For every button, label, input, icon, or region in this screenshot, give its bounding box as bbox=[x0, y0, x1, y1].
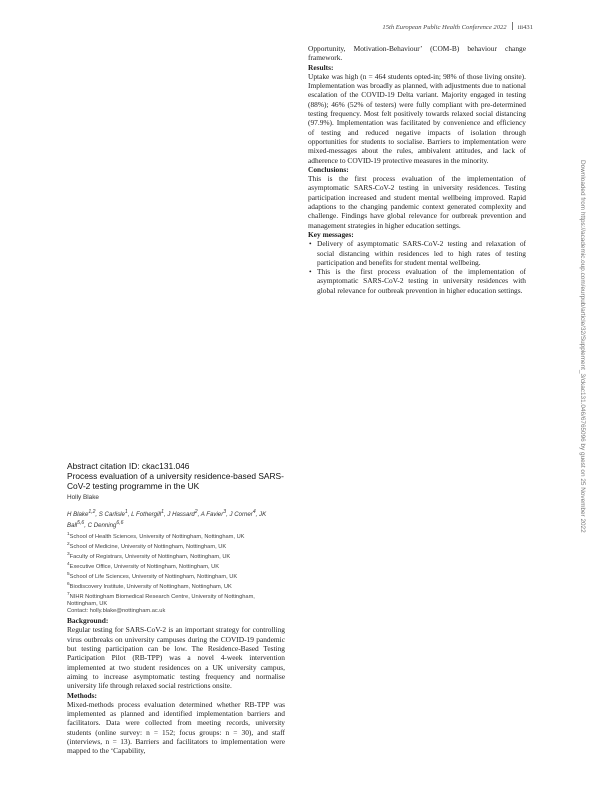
key-messages-list bbox=[308, 239, 526, 295]
conclusions-text: This is the first process evaluation of the implementation of asymptomatic SARS-CoV-2 testing in university residences. Testing participation increased and student mental wellbeing improved. Rapid adaptions to the changing pandemic context generated complexity and challenge. Findings have global relevance for outbreak prevention and management strategies in higher education settings. bbox=[308, 174, 526, 230]
lead-author: Holly Blake bbox=[67, 494, 99, 501]
author-list: H Blake$^{1,2}$, S Carlisle$^1$, L Fothergill$^1$, J Hassard$^2$, A Favier$^3$, J Corner$^4$, JK Ball$^{5,6}$, C Denning$^{6,6}$ bbox=[67, 509, 267, 530]
download-notice[interactable]: Downloaded from https://academic.oup.com/eurpub/article/32/Supplement_3/ckac131.046/6765096 by guest on 25 November 2022 bbox=[579, 160, 586, 533]
header-divider bbox=[512, 22, 513, 30]
affiliations bbox=[67, 531, 285, 608]
affiliation-item: Nottingham, UK bbox=[67, 600, 108, 607]
affiliation-item: $^1$School of Health Sciences, University of Nottingham, Nottingham, UK bbox=[67, 532, 245, 540]
contact-email[interactable]: Contact: holly.blake@nottingham.ac.uk bbox=[67, 608, 166, 615]
key-messages-heading: Key messages: bbox=[308, 229, 354, 239]
background-text: Regular testing for SARS-CoV-2 is an important strategy for controlling virus outbreaks on university campuses during the COVID-19 pandemic but testing participation can be low. The Residence-Based Testing Participation Pilot (RB-TPP) was a novel 4-week intervention implemented at two student residences on a UK university campus, aiming to increase asymptomatic testing frequency and normalise university life through relaxed social restrictions onsite. bbox=[67, 625, 285, 691]
background-heading: Background: bbox=[67, 616, 109, 626]
results-text: Uptake was high (n = 464 students opted-in; 98% of those living onsite). Implementation was broadly as planned, with adjustments due to national escalation of the COVID-19 Delta variant. Majority engaged in testing (88%); 46% (52% of testers) were fully compliant with pre-determined testing frequency. Most felt positively towards relaxed social distancing (97.9%). Implementation was facilitated by convenience and efficiency of testing and reduced negative impacts of isolation through opportunities for students to socialise. Barriers to implementation were mixed-messages about the rules, ambivalent attitudes, and lack of adherence to COVID-19 protective measures in the minority. bbox=[308, 71, 526, 165]
conference-name: 15th European Public Health Conference 2022 bbox=[382, 24, 507, 31]
methods-continuation: Opportunity, Motivation-Behaviour’ (COM-B) behaviour change framework. bbox=[308, 44, 526, 63]
methods-heading: Methods: bbox=[67, 690, 97, 700]
page-number: iii431 bbox=[517, 24, 533, 31]
article-title: Process evaluation of a university residence-based SARS-CoV-2 testing programme in the UK bbox=[67, 471, 284, 491]
abstract-citation-id: Abstract citation ID: ckac131.046 bbox=[67, 461, 190, 471]
affiliation-item: $^7$NIHR Nottingham Biomedical Research Centre, University of Nottingham, bbox=[67, 591, 255, 600]
results-heading: Results: bbox=[308, 62, 334, 72]
running-head bbox=[300, 22, 533, 31]
left-column bbox=[67, 461, 285, 756]
affiliation-item: $^2$School of Medicine, University of Nottingham, Nottingham, UK bbox=[67, 542, 227, 550]
affiliation-item: $^6$Biodiscovery Institute, University of Nottingham, Nottingham, UK bbox=[67, 581, 232, 590]
key-message-item: • This is the first process evaluation of the implementation of asymptomatic SARS-CoV-2 testing in university residences with global relevance for outbreak prevention in higher education settings. bbox=[308, 267, 526, 295]
right-column bbox=[308, 44, 526, 295]
affiliation-item: $^5$School of Life Sciences, University of Nottingham, Nottingham, UK bbox=[67, 572, 238, 580]
affiliation-item: $^3$Faculty of Registrars, University of Nottingham, Nottingham, UK bbox=[67, 552, 231, 560]
conclusions-heading: Conclusions: bbox=[308, 164, 349, 174]
key-message-item: • Delivery of asymptomatic SARS-CoV-2 testing and relaxation of social distancing within residences led to high rates of testing participation and benefits for student mental wellbeing. bbox=[308, 239, 526, 267]
methods-text: Mixed-methods process evaluation determined whether RB-TPP was implemented as planned and identified implementation barriers and facilitators. Data were collected from meeting records, university students (online survey: n = 152; focus groups: n = 30), and staff (interviews, n = 13). Barriers and facilitators to implementation were mapped to the ‘Capability, bbox=[67, 699, 285, 756]
affiliation-item: $^4$Executive Office, University of Nottingham, Nottingham, UK bbox=[67, 562, 220, 570]
